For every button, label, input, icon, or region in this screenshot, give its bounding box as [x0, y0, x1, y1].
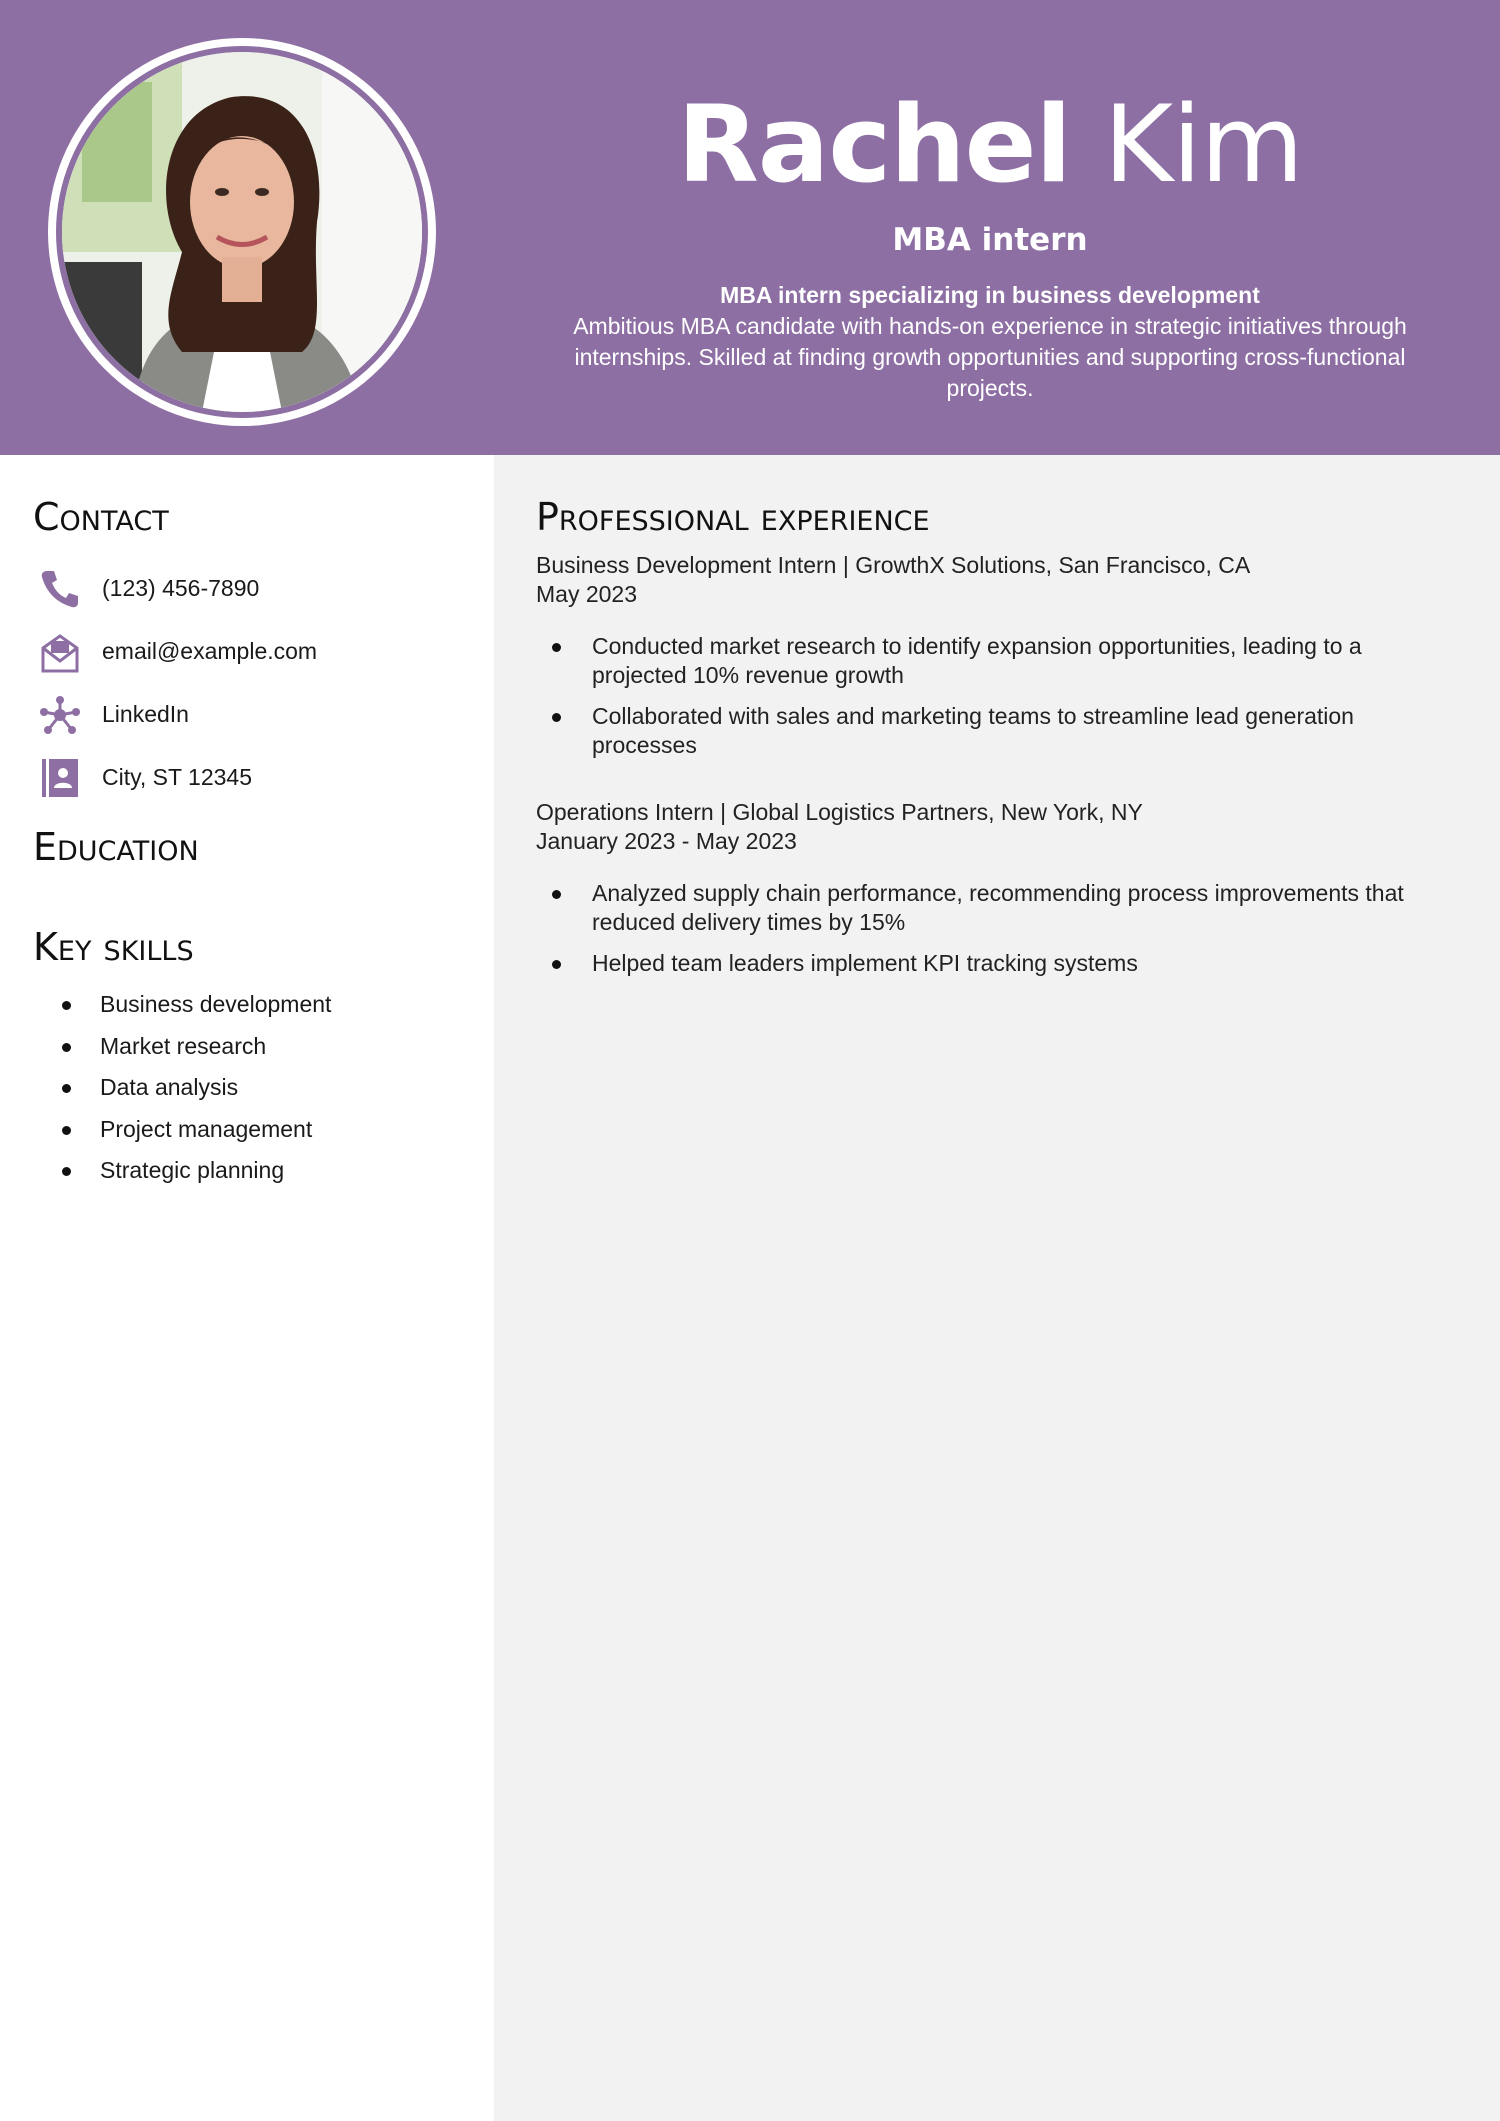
job-role: MBA intern: [892, 222, 1088, 258]
skill-item: Business development: [0, 989, 473, 1031]
phone-text: (123) 456-7890: [102, 575, 260, 601]
contact-list: [33, 557, 473, 809]
skills-list: [0, 989, 473, 1197]
skill-item: Project management: [0, 1114, 473, 1156]
main-content: [494, 455, 1500, 2121]
email-text: email@example.com: [102, 638, 318, 664]
job-bullet: Analyzed supply chain performance, recommending process improvements that reduced delivery times by 15%: [494, 879, 1466, 937]
skill-item: Market research: [0, 1031, 473, 1073]
first-name: Rachel: [677, 83, 1071, 206]
profile-photo-frame: [48, 38, 436, 426]
contact-linkedin: [0, 683, 473, 746]
phone-icon: [38, 567, 82, 611]
sidebar: [0, 455, 494, 2121]
address-book-icon: [38, 756, 82, 800]
contact-section: [33, 495, 473, 809]
experience-heading: Professional experience: [536, 495, 930, 539]
candidate-name: [540, 80, 1440, 210]
education-section: [33, 825, 199, 869]
job-entry: [536, 798, 1466, 978]
job-entry: [536, 551, 1466, 760]
job-title: Business Development Intern | GrowthX Solutions, San Francisco, CA: [536, 552, 1251, 578]
network-icon: [38, 693, 82, 737]
job-bullets: [494, 879, 1466, 978]
contact-heading: Contact: [33, 495, 169, 539]
last-name: Kim: [1103, 83, 1303, 206]
contact-address: [0, 746, 473, 809]
job-bullets: [494, 632, 1466, 760]
skill-item: Strategic planning: [0, 1155, 473, 1197]
experience-section: [536, 495, 1466, 990]
header-text: [540, 80, 1440, 404]
job-date: May 2023: [536, 581, 638, 607]
skills-heading: Key skills: [33, 925, 194, 969]
linkedin-text: LinkedIn: [102, 701, 189, 727]
summary: Ambitious MBA candidate with hands-on experience in strategic initiatives through internships. Skilled at finding growth opportunities and supporting cross-functional projects.: [573, 313, 1407, 401]
address-text: City, ST 12345: [102, 764, 253, 790]
header-banner: [0, 0, 1500, 455]
job-title: Operations Intern | Global Logistics Partners, New York, NY: [536, 799, 1143, 825]
contact-phone: [0, 557, 473, 620]
education-heading: Education: [33, 825, 199, 869]
job-bullet: Helped team leaders implement KPI tracking systems: [494, 949, 1466, 978]
job-bullet: Conducted market research to identify expansion opportunities, leading to a projected 10% revenue growth: [494, 632, 1466, 690]
envelope-icon: [38, 630, 82, 674]
skills-section: [33, 925, 473, 1197]
profile-photo: [62, 52, 422, 412]
tagline: MBA intern specializing in business development: [720, 282, 1260, 308]
job-bullet: Collaborated with sales and marketing teams to streamline lead generation processes: [494, 702, 1466, 760]
contact-email: [0, 620, 473, 683]
job-date: January 2023 - May 2023: [536, 828, 797, 854]
skill-item: Data analysis: [0, 1072, 473, 1114]
